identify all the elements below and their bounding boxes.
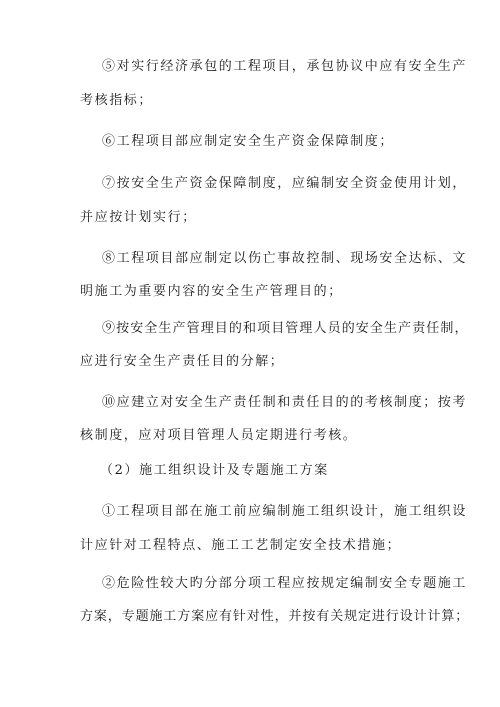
paragraph-7-line-2: 并应按计划实行；	[80, 210, 197, 225]
paragraph-5-line-1: ⑤对实行经济承包的工程项目，承包协议中应有安全生产	[102, 59, 468, 74]
paragraph-5-line-2: 考核指标；	[80, 93, 154, 108]
paragraph-9-line-2: 应进行安全生产责任目的分解；	[80, 354, 285, 369]
paragraph-1-line-1: ①工程项目部在施工前应编制施工组织设计，施工组织设	[102, 504, 468, 519]
paragraph-6-line-1: ⑥工程项目部应制定安全生产资金保障制度；	[102, 134, 395, 149]
paragraph-1-line-2: 计应针对工程特点、施工工艺制定安全技术措施；	[80, 538, 402, 553]
paragraph-7-line-1: ⑦按安全生产资金保障制度，应编制安全资金使用计划，	[102, 176, 468, 191]
paragraph-9-line-1: ⑨按安全生产管理目的和项目管理人员的安全生产责任制，	[102, 321, 469, 336]
paragraph-10-line-1: ⑩应建立对安全生产责任制和责任目的的考核制度；按考	[102, 395, 468, 410]
paragraph-10-line-2: 核制度，应对项目管理人员定期进行考核。	[80, 428, 358, 443]
paragraph-2-line-2: 方案，专题施工方案应有针对性，并按有关规定进行设计计算；	[80, 609, 470, 624]
paragraph-8-line-2: 明施工为重要内容的安全生产管理目的；	[80, 284, 343, 299]
paragraph-2-line-1: ②危险性较大旳分部分项工程应按规定编制安全专题施工	[102, 576, 468, 591]
section-heading: （2）施工组织设计及专题施工方案	[100, 463, 329, 478]
paragraph-8-line-1: ⑧工程项目部应制定以伤亡事故控制、现场安全达标、文	[102, 251, 468, 266]
